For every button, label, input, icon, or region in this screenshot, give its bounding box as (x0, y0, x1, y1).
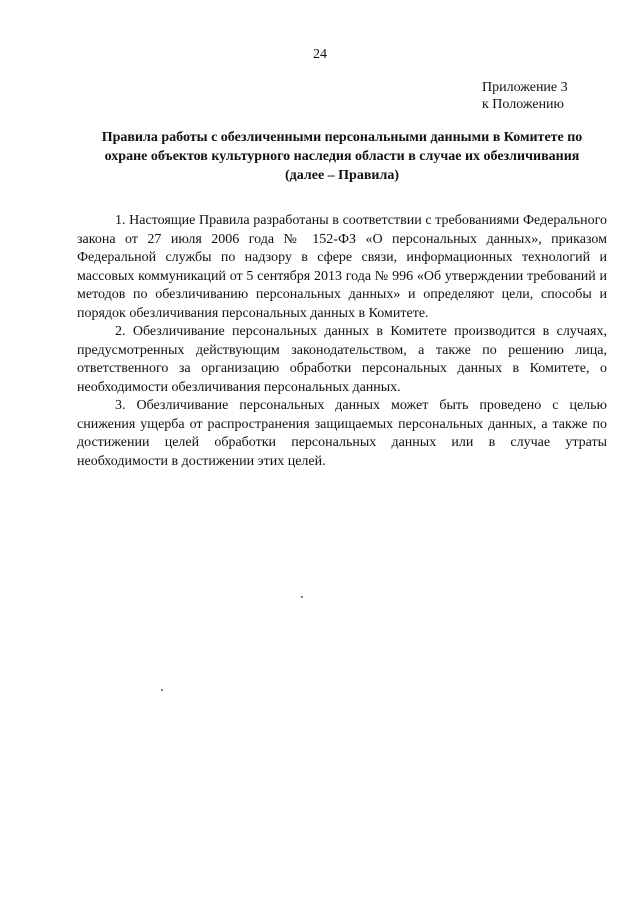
title-line-1: Правила работы с обезличенными персональными данными в Комитете по (101, 130, 583, 145)
appendix-line-1: Приложение 3 (482, 80, 568, 95)
paragraph-2: 2. Обезличивание персональных данных в Комитете производится в случаях, предусмотренных действующим законодательством, а также по решению лица, ответственного за организацию обработки персональных данных в Комитете, о необходимости обезличивания персональных данных. (77, 324, 607, 395)
paragraph-3: 3. Обезличивание персональных данных может быть проведено с целью снижения ущерба от распространения защищаемых персональных данных, а также по достижении целей обработки персональных данных или в случае утраты необходимости в достижении этих целей. (77, 398, 607, 469)
document-title (74, 128, 610, 185)
page-number: 24 (313, 47, 327, 62)
title-line-3: (далее – Правила) (285, 168, 399, 183)
paragraph-1: 1. Настоящие Правила разработаны в соответствии с требованиями Федерального закона от 27 июля 2006 года № 152-ФЗ «О персональных данных», приказом Федеральной службы по надзору в сфере связи, информационных технологий и массовых коммуникаций от 5 сентября 2013 года № 996 «Об утверждении требований и методов по обезличиванию персональных данных» и определяют цели, способы и порядок обезличивания персональных данных в Комитете. (77, 213, 607, 321)
scan-speck (161, 689, 163, 691)
appendix-line-2: к Положению (482, 97, 565, 112)
title-line-2: охране объектов культурного наследия области в случае их обезличивания (104, 149, 580, 164)
scan-speck (301, 596, 303, 598)
document-body (77, 212, 607, 471)
appendix-reference (482, 79, 568, 113)
